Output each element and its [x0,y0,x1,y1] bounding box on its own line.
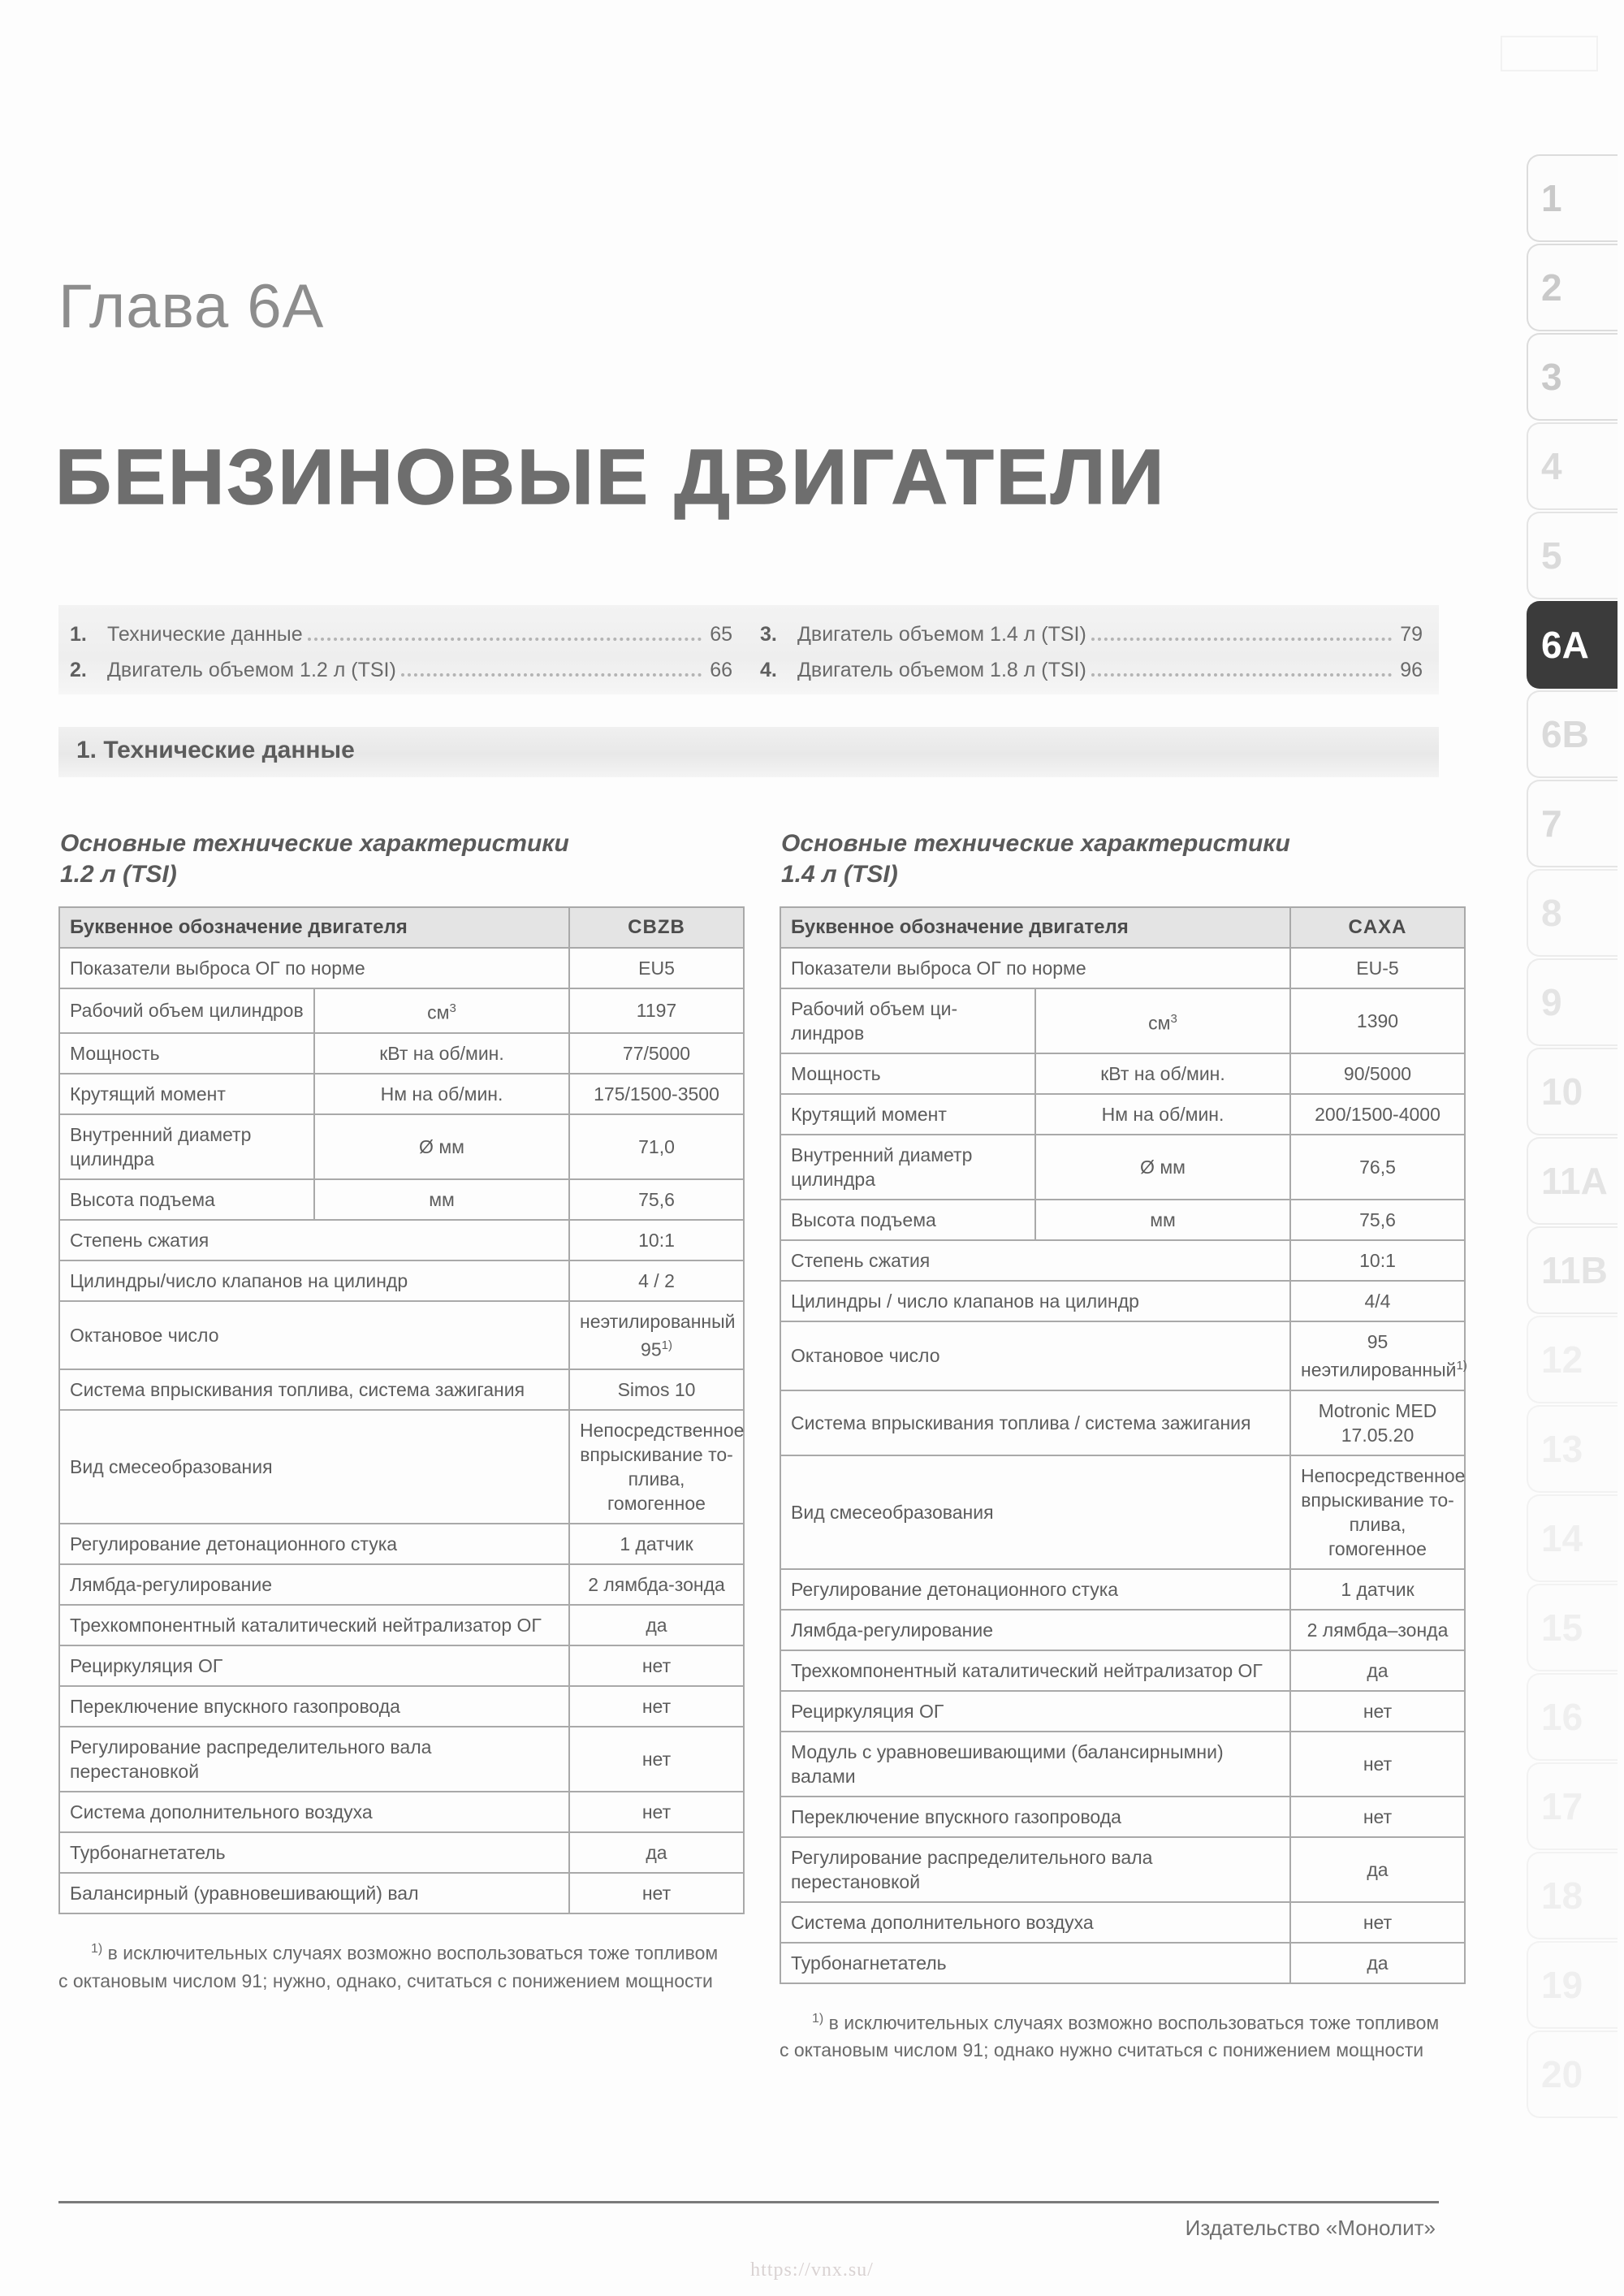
toc-column-right [749,605,1439,694]
spec-table-1-4-tsi [780,906,1466,1984]
spec-name: Регулирование детонационного стука [59,1524,569,1564]
table-row [59,1873,744,1913]
table-row [780,1094,1465,1135]
footnote-marker: 1) [91,1942,103,1957]
spec-value: Simos 10 [569,1369,744,1410]
spec-name: Мощность [59,1033,314,1074]
chapter-tab-13[interactable] [1527,1405,1618,1493]
spec-value: Непосредственное впрыскивание то-плива, гомогенное [1290,1455,1465,1569]
spec-name: Регулирование распределительного вала перестановкой [59,1727,569,1792]
table-row [780,1281,1465,1321]
chapter-tab-12[interactable] [1527,1316,1618,1403]
spec-name: Модуль с уравновешивающими (балансирнымни) валами [780,1732,1290,1797]
spec-unit: $см^3$ [314,988,569,1033]
spec-value: 175/1500-3500 [569,1074,744,1114]
table-row [780,1732,1465,1797]
spec-name: Цилиндры/число клапанов на цилиндр [59,1260,569,1301]
spec-name: Система впрыскивания топлива / система зажигания [780,1390,1290,1455]
spec-value: 200/1500-4000 [1290,1094,1465,1135]
chapter-tab-9[interactable] [1527,958,1618,1046]
chapter-tab-20[interactable] [1527,2030,1618,2118]
spec-value: 1 датчик [569,1524,744,1564]
unit-superscript: 3 [1170,1011,1177,1026]
table-row [780,1650,1465,1691]
table-row [780,1569,1465,1610]
table-row [59,1410,744,1524]
toc-entry[interactable] [760,652,1423,688]
spec-title-line-2: 1.4 л (TSI) [781,861,898,888]
chapter-tab-1[interactable] [1527,154,1618,242]
spec-unit: Нм на об/мин. [314,1074,569,1114]
chapter-tab-6a[interactable] [1527,601,1618,689]
header-engine-designation: Буквенное обозначение двигателя [780,907,1290,948]
spec-name: Рабочий объем ци-линдров [780,988,1035,1053]
spec-value: 71,0 [569,1114,744,1179]
spec-value: 2 лямбда-зонда [569,1564,744,1605]
table-row [59,1114,744,1179]
spec-name: Система дополнительного воздуха [780,1902,1290,1943]
table-row [780,1455,1465,1569]
table-row [59,1369,744,1410]
toc-page-number: 66 [710,659,732,681]
toc-column-left [58,605,749,694]
toc-page-number: 79 [1400,623,1423,646]
spec-table-title-right [781,828,1466,890]
spec-unit: Ø мм [314,1114,569,1179]
chapter-tab-2[interactable] [1527,244,1618,331]
spec-name: Система впрыскивания топлива, система зажигания [59,1369,569,1410]
spec-unit: кВт на об/мин. [314,1033,569,1074]
spec-value: 95 неэтилированный$^{1)}$ [1290,1321,1465,1390]
chapter-tab-label: 3 [1541,356,1562,398]
chapter-tab-6b[interactable] [1527,690,1618,778]
chapter-tab-label: 11A [1541,1160,1608,1202]
spec-name: Степень сжатия [780,1240,1290,1281]
footnote-right [780,2005,1445,2065]
spec-value: 1390 [1290,988,1465,1053]
chapter-tab-7[interactable] [1527,780,1618,867]
spec-unit: Нм на об/мин. [1035,1094,1290,1135]
spec-name: Рабочий объем цилиндров [59,988,314,1033]
chapter-tab-label: 12 [1541,1338,1583,1381]
chapter-tab-17[interactable] [1527,1762,1618,1850]
table-row [780,1390,1465,1455]
chapter-tab-label: 2 [1541,266,1562,309]
spec-value: да [1290,1837,1465,1902]
value-superscript: 1) [1456,1359,1467,1373]
toc-number: 4. [760,659,777,681]
spec-name: Цилиндры / число клапанов на цилиндр [780,1281,1290,1321]
unit-superscript: 3 [449,1001,456,1015]
table-row [59,1792,744,1832]
spec-value: EU5 [569,948,744,988]
spec-value: нет [569,1645,744,1686]
spec-name: Балансирный (уравновешивающий) вал [59,1873,569,1913]
spec-name: Высота подъема [780,1200,1035,1240]
spec-value: 4/4 [1290,1281,1465,1321]
chapter-tab-11a[interactable] [1527,1137,1618,1225]
table-row [59,1832,744,1873]
spec-unit: мм [314,1179,569,1220]
chapter-tab-label: 13 [1541,1428,1583,1470]
toc-page-number: 65 [710,623,732,646]
spec-name: Переключение впускного газопровода [59,1686,569,1727]
table-row [780,1610,1465,1650]
spec-name: Внутренний диаметр цилиндра [780,1135,1035,1200]
table-row [59,988,744,1033]
spec-name: Степень сжатия [59,1220,569,1260]
chapter-tab-label: 18 [1541,1874,1583,1917]
table-row [59,1564,744,1605]
section-heading-banner [58,727,1439,777]
spec-name: Трехкомпонентный каталитический нейтрализатор ОГ [59,1605,569,1645]
spec-value: неэтилированный 95$^{1)}$ [569,1301,744,1370]
spec-value: 76,5 [1290,1135,1465,1200]
spec-name: Высота подъема [59,1179,314,1220]
spec-name: Система дополнительного воздуха [59,1792,569,1832]
chapter-tab-label: 11B [1541,1249,1608,1291]
chapter-tab-5[interactable] [1527,512,1618,599]
chapter-tab-label: 7 [1541,802,1562,845]
footer-divider [58,2201,1439,2203]
chapter-title: БЕНЗИНОВЫЕ ДВИГАТЕЛИ [55,434,1167,521]
toc-number: 2. [70,659,87,681]
publisher-name: Издательство «Монолит» [1185,2216,1436,2240]
chapter-tab-label: 6A [1541,624,1589,666]
table-row [59,1074,744,1114]
spec-column-left [58,828,745,1995]
table-of-contents [58,605,1439,694]
spec-value: нет [569,1727,744,1792]
table-row [59,948,744,988]
chapter-tab-3[interactable] [1527,333,1618,421]
spec-value: 90/5000 [1290,1053,1465,1094]
spec-value: 75,6 [1290,1200,1465,1240]
chapter-tab-label: 4 [1541,445,1562,487]
section-heading-text: 1. Технические данные [76,737,355,763]
spec-table-1-2-tsi [58,906,745,1914]
footnote-marker: 1) [812,2011,824,2026]
spec-column-right [780,828,1466,2064]
spec-value: 4 / 2 [569,1260,744,1301]
chapter-tab-11b[interactable] [1527,1226,1618,1314]
spec-unit: мм [1035,1200,1290,1240]
chapter-tab-label: 8 [1541,892,1562,934]
spec-title-line-1: Основные технические характеристики [781,830,1290,857]
table-row [59,1220,744,1260]
table-row [59,1727,744,1792]
chapter-tab-8[interactable] [1527,869,1618,957]
spec-value: Motronic MED 17.05.20 [1290,1390,1465,1455]
scan-artifact [1501,36,1598,71]
table-row [780,1053,1465,1094]
header-engine-code: CAXA [1290,907,1465,948]
spec-name: Трехкомпонентный каталитический нейтрализатор ОГ [780,1650,1290,1691]
table-row [780,1902,1465,1943]
toc-entry[interactable] [760,616,1423,652]
spec-value: нет [1290,1902,1465,1943]
spec-table-title-left [60,828,745,890]
spec-name: Турбонагнетатель [59,1832,569,1873]
table-row [59,1179,744,1220]
table-row [59,1033,744,1074]
table-row [59,1524,744,1564]
spec-name: Октановое число [780,1321,1290,1390]
table-row [59,1605,744,1645]
table-row [780,1135,1465,1200]
spec-name: Лямбда-регулирование [780,1610,1290,1650]
chapter-tab-label: 9 [1541,981,1562,1023]
spec-value: 10:1 [1290,1240,1465,1281]
footnote-left [58,1935,724,1995]
chapter-tab-4[interactable] [1527,422,1618,510]
toc-label: Двигатель объемом 1.2 л (TSI) [107,659,396,681]
spec-value: нет [569,1792,744,1832]
chapter-tab-label: 14 [1541,1517,1583,1559]
table-header-row [59,907,744,948]
table-header-row [780,907,1465,948]
table-row [780,988,1465,1053]
table-row [59,1301,744,1370]
table-row [780,1797,1465,1837]
table-row [780,1200,1465,1240]
table-row [780,1943,1465,1983]
spec-title-line-2: 1.2 л (TSI) [60,861,177,888]
footnote-text: в исключительных случаях возможно воспользоваться тоже топливом с октановым числом 91; однако нужно считаться с понижением мощности [780,2012,1440,2061]
spec-value: нет [1290,1732,1465,1797]
header-engine-designation: Буквенное обозначение двигателя [59,907,569,948]
spec-value: 77/5000 [569,1033,744,1074]
chapter-tab-strip [1527,154,1624,2120]
spec-title-line-1: Основные технические характеристики [60,830,569,857]
chapter-tab-label: 20 [1541,2053,1583,2095]
spec-name: Внутренний диаметр цилиндра [59,1114,314,1179]
spec-value: нет [569,1873,744,1913]
toc-leader-dots [401,673,702,677]
spec-value: Непосредственное впрыскивание то-плива, гомогенное [569,1410,744,1524]
toc-number: 1. [70,623,87,646]
chapter-tab-15[interactable] [1527,1584,1618,1671]
chapter-tab-16[interactable] [1527,1673,1618,1761]
table-row [59,1260,744,1301]
table-row [59,1645,744,1686]
table-row [780,1837,1465,1902]
spec-name: Турбонагнетатель [780,1943,1290,1983]
chapter-tab-label: 15 [1541,1606,1583,1649]
spec-name: Лямбда-регулирование [59,1564,569,1605]
spec-name: Октановое число [59,1301,569,1370]
spec-unit: $см^3$ [1035,988,1290,1053]
spec-name: Крутящий момент [59,1074,314,1114]
spec-name: Рециркуляция ОГ [59,1645,569,1686]
spec-name: Вид смесеобразования [780,1455,1290,1569]
chapter-tab-10[interactable] [1527,1048,1618,1135]
spec-name: Показатели выброса ОГ по норме [780,948,1290,988]
spec-name: Вид смесеобразования [59,1410,569,1524]
toc-number: 3. [760,623,777,646]
chapter-tab-label: 1 [1541,177,1562,219]
spec-name: Переключение впускного газопровода [780,1797,1290,1837]
spec-value: 10:1 [569,1220,744,1260]
spec-value: 1197 [569,988,744,1033]
toc-entry[interactable] [70,652,732,688]
spec-unit: Ø мм [1035,1135,1290,1200]
spec-name: Регулирование детонационного стука [780,1569,1290,1610]
toc-leader-dots [1091,638,1392,641]
table-row [780,1240,1465,1281]
chapter-tab-label: 6B [1541,713,1589,755]
spec-name: Крутящий момент [780,1094,1035,1135]
chapter-tab-14[interactable] [1527,1494,1618,1582]
spec-value: да [569,1605,744,1645]
spec-name: Регулирование распределительного вала перестановкой [780,1837,1290,1902]
watermark-url: https://vnx.su/ [750,2259,874,2281]
spec-value: 75,6 [569,1179,744,1220]
spec-name: Мощность [780,1053,1035,1094]
spec-value: да [1290,1943,1465,1983]
chapter-tab-19[interactable] [1527,1941,1618,2029]
spec-value: 1 датчик [1290,1569,1465,1610]
toc-label: Двигатель объемом 1.4 л (TSI) [797,623,1086,646]
spec-value: EU-5 [1290,948,1465,988]
chapter-label: Глава 6А [58,272,325,341]
spec-value: нет [569,1686,744,1727]
spec-name: Показатели выброса ОГ по норме [59,948,569,988]
spec-unit: кВт на об/мин. [1035,1053,1290,1094]
chapter-tab-label: 10 [1541,1070,1583,1113]
chapter-tab-18[interactable] [1527,1852,1618,1939]
toc-label: Технические данные [107,623,303,646]
chapter-tab-label: 16 [1541,1696,1583,1738]
chapter-tab-label: 19 [1541,1964,1583,2006]
toc-label: Двигатель объемом 1.8 л (TSI) [797,659,1086,681]
toc-page-number: 96 [1400,659,1423,681]
chapter-tab-label: 17 [1541,1785,1583,1827]
value-superscript: 1) [661,1338,672,1352]
spec-value: да [1290,1650,1465,1691]
spec-value: 2 лямбда–зонда [1290,1610,1465,1650]
table-row [780,948,1465,988]
chapter-tab-label: 5 [1541,534,1562,577]
toc-leader-dots [308,638,702,641]
table-row [780,1321,1465,1390]
spec-value: нет [1290,1691,1465,1732]
spec-name: Рециркуляция ОГ [780,1691,1290,1732]
spec-value: нет [1290,1797,1465,1837]
toc-entry[interactable] [70,616,732,652]
header-engine-code: CBZB [569,907,744,948]
spec-value: да [569,1832,744,1873]
footnote-text: в исключительных случаях возможно воспользоваться тоже топливом с октановым числом 91; нужно, однако, считаться с понижением мощности [58,1942,719,1991]
table-row [780,1691,1465,1732]
toc-leader-dots [1091,673,1392,677]
table-row [59,1686,744,1727]
